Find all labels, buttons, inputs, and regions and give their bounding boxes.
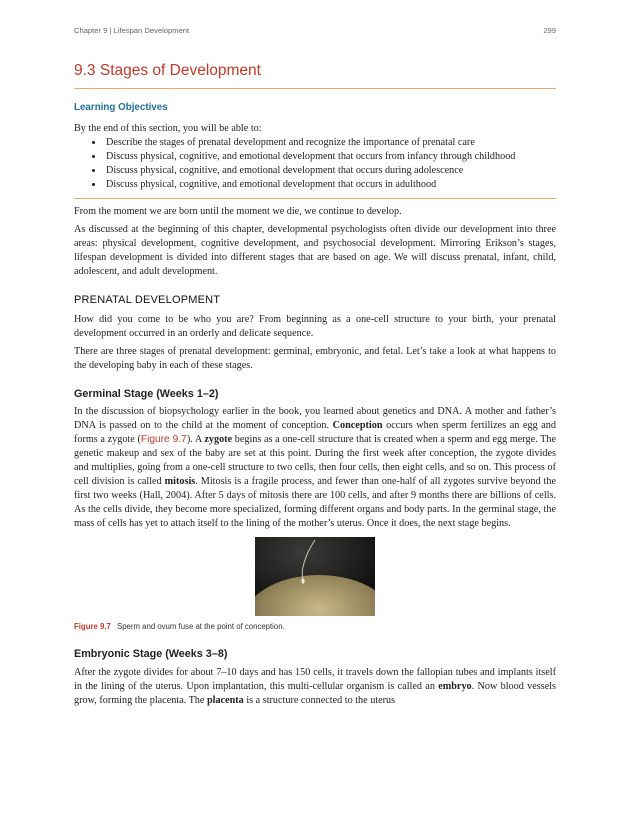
term-mitosis: mitosis xyxy=(164,475,196,487)
embryonic-paragraph xyxy=(74,666,556,708)
list-item: • Describe the stages of prenatal development and recognize the importance of prenatal care xyxy=(104,136,556,150)
figure-image xyxy=(255,537,375,616)
learning-objectives-intro: By the end of this section, you will be able to: xyxy=(74,122,262,134)
figure-link[interactable]: Figure 9.7 xyxy=(140,434,187,446)
text-run: ). A xyxy=(186,434,205,446)
intro-paragraph-1: From the moment we are born until the moment we die, we continue to develop. xyxy=(74,206,402,218)
page-number: 299 xyxy=(543,26,556,35)
learning-objectives-title: Learning Objectives xyxy=(74,102,168,113)
text-run: After the zygote divides for about 7–10 days and has 150 cells, it travels down the fallopian tubes and implants itself in the lining of the uterus. Upon implantation, this multi-cellular organism is called an xyxy=(74,667,556,693)
text-run: In the discussion of biopsychology earlier in the book, you learned about genetics and DNA. A mother and father’s DNA is passed on to the child at the moment of conception. xyxy=(74,406,556,432)
prenatal-paragraph-1: How did you come to be who you are? From beginning as a one-cell structure to your birth, your prenatal development occurred in an orderly and delicate sequence. xyxy=(74,313,556,339)
learning-objectives-list xyxy=(74,136,556,192)
text-run: begins as a one-cell structure that is created when a sperm and egg merge. The genetic makeup and sex of the baby are set at this point. During the first week after conception, the zygote divides and multiplies, going from a one-cell structure to two cells, then four cells, then eight cells, and so on. This process of cell division is called xyxy=(74,434,557,487)
prenatal-paragraph-2: There are three stages of prenatal development: germinal, embryonic, and fetal. Let’s take a look at what happens to the developing baby in each of these stages. xyxy=(74,345,556,371)
figure-caption xyxy=(74,620,556,634)
term-embryo: embryo xyxy=(438,681,472,693)
term-zygote: zygote xyxy=(204,434,233,446)
text-run: is a structure connected to the uterus xyxy=(243,695,396,707)
embryonic-heading: Embryonic Stage (Weeks 3–8) xyxy=(74,648,228,661)
list-item: • Discuss physical, cognitive, and emotional development that occurs in adulthood xyxy=(104,178,556,192)
figure-label: Figure 9.7 xyxy=(74,621,111,631)
learning-objectives-box xyxy=(74,101,556,199)
germinal-paragraph xyxy=(74,405,556,530)
text-run: occurs when sperm fertilizes an egg and forms a zygote ( xyxy=(74,420,556,446)
chapter-label: Chapter 9 | Lifespan Development xyxy=(74,26,190,35)
running-head xyxy=(74,26,556,35)
list-item: • Discuss physical, cognitive, and emotional development that occurs during adolescence xyxy=(104,164,556,178)
text-run: . Now blood vessels grow, forming the placenta. The xyxy=(74,681,557,707)
text-run: . Mitosis is a fragile process, and fewer than one-half of all zygotes survive beyond the first two weeks (Hall, 2004). After 5 days of mitosis there are 100 cells, and after 9 months there are billions of cells. As the cells divide, they become more specialized, forming different organs and body parts. In the germinal stage, the mass of cells has yet to attach itself to the lining of the mother’s uterus. Once it does, the next stage begins. xyxy=(74,475,556,529)
term-placenta: placenta xyxy=(206,695,244,707)
figure-caption-text: Sperm and ovum fuse at the point of conception. xyxy=(117,621,285,631)
germinal-heading: Germinal Stage (Weeks 1–2) xyxy=(74,387,219,400)
figure xyxy=(74,537,556,634)
term-conception: Conception xyxy=(332,420,383,432)
sperm-ovum-photo xyxy=(255,537,375,616)
main-content xyxy=(74,60,556,712)
intro-paragraph-2: As discussed at the beginning of this chapter, developmental psychologists often divide our development into three areas: physical development, cognitive development, and psychosocial development. Mirroring Erikson’s stages, lifespan development is divided into different stages that are based on age. We will discuss prenatal, infant, child, adolescent, and adult development. xyxy=(74,224,556,278)
list-item: • Discuss physical, cognitive, and emotional development that occurs from infancy through childhood xyxy=(104,150,556,164)
prenatal-heading: PRENATAL DEVELOPMENT xyxy=(74,293,221,306)
section-title: 9.3 Stages of Development xyxy=(74,60,556,89)
